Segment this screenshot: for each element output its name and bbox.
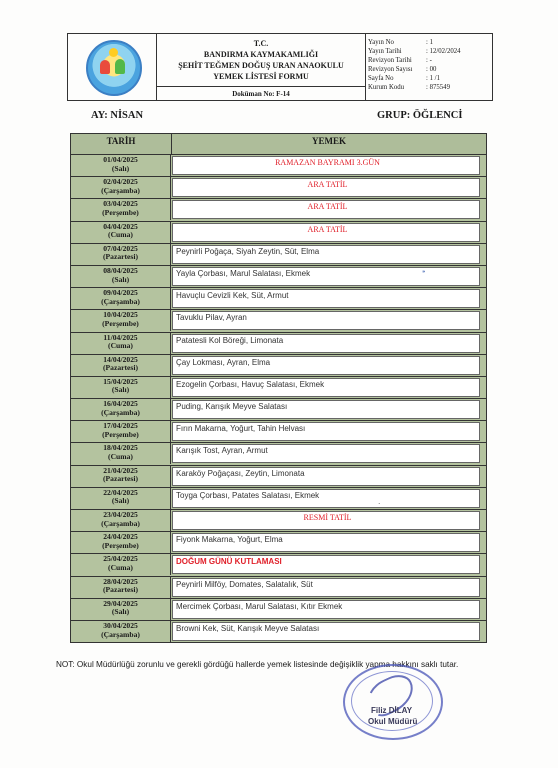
day-value: (Cuma) bbox=[108, 562, 133, 572]
meal-cell: Karışık Tost, Ayran, Armut bbox=[172, 444, 480, 463]
table-row bbox=[71, 199, 486, 221]
date-cell bbox=[71, 222, 171, 243]
table-row bbox=[71, 377, 486, 399]
table-row bbox=[71, 155, 486, 177]
meal-cell: RESMİ TATİL bbox=[172, 511, 480, 530]
pen-mark: ⁍ bbox=[422, 268, 426, 276]
document-info bbox=[366, 34, 492, 100]
day-value: (Salı) bbox=[111, 274, 130, 284]
table-row bbox=[71, 466, 486, 488]
date-cell bbox=[71, 466, 171, 487]
date-cell bbox=[71, 621, 171, 642]
title-line: BANDIRMA KAYMAKAMLIĞI bbox=[203, 50, 319, 59]
info-row: Sayfa No : 1 /1 bbox=[368, 75, 440, 82]
month-label: AY: NİSAN bbox=[91, 110, 144, 121]
date-cell bbox=[71, 421, 171, 442]
form-titles bbox=[157, 38, 365, 82]
date-value: 15/04/2025 bbox=[103, 376, 138, 386]
date-value: 28/04/2025 bbox=[103, 576, 138, 586]
date-cell bbox=[71, 577, 171, 598]
meal-cell: Fiyonk Makarna, Yoğurt, Elma bbox=[172, 533, 480, 552]
meal-cell: Havuçlu Cevizli Kek, Süt, Armut bbox=[172, 289, 480, 308]
table-row bbox=[71, 532, 486, 554]
meal-cell: Browni Kek, Süt, Karışık Meyve Salatası bbox=[172, 622, 480, 641]
table-row bbox=[71, 399, 486, 421]
date-cell bbox=[71, 199, 171, 220]
day-value: (Perşembe) bbox=[102, 540, 139, 550]
meal-cell: Karaköy Poğaçası, Zeytin, Limonata bbox=[172, 467, 480, 486]
meal-cell: Tavuklu Pilav, Ayran bbox=[172, 311, 480, 330]
meal-cell: ARA TATİL bbox=[172, 223, 480, 242]
day-value: (Salı) bbox=[111, 385, 130, 395]
table-row bbox=[71, 244, 486, 266]
date-value: 18/04/2025 bbox=[103, 443, 138, 453]
date-cell bbox=[71, 443, 171, 464]
date-value: 16/04/2025 bbox=[103, 399, 138, 409]
date-value: 07/04/2025 bbox=[103, 243, 138, 253]
table-row bbox=[71, 288, 486, 310]
date-cell bbox=[71, 399, 171, 420]
info-row: Revizyon Sayısı : 00 bbox=[368, 66, 437, 73]
day-value: (Salı) bbox=[111, 496, 130, 506]
title-line: T.C. bbox=[253, 39, 269, 48]
day-value: (Salı) bbox=[111, 607, 130, 617]
day-value: (Cuma) bbox=[108, 341, 133, 351]
meal-cell: Çay Lokması, Ayran, Elma bbox=[172, 356, 480, 375]
date-value: 08/04/2025 bbox=[103, 265, 138, 275]
date-value: 10/04/2025 bbox=[103, 310, 138, 320]
meal-cell: Yayla Çorbası, Marul Salatası, Ekmek bbox=[172, 267, 480, 286]
day-value: (Perşembe) bbox=[102, 207, 139, 217]
date-cell bbox=[71, 532, 171, 553]
meal-cell: ARA TATİL bbox=[172, 200, 480, 219]
form-header bbox=[67, 33, 493, 101]
date-cell bbox=[71, 510, 171, 531]
date-cell bbox=[71, 310, 171, 331]
meal-cell: Peynirli Milföy, Domates, Salatalık, Süt bbox=[172, 578, 480, 597]
day-value: (Çarşamba) bbox=[101, 407, 140, 417]
table-row bbox=[71, 554, 486, 576]
date-value: 11/04/2025 bbox=[103, 332, 138, 342]
meal-cell: Fırın Makarna, Yoğurt, Tahin Helvası bbox=[172, 422, 480, 441]
table-row bbox=[71, 510, 486, 532]
school-stamp-icon bbox=[343, 664, 443, 740]
table-row bbox=[71, 443, 486, 465]
table-row bbox=[71, 222, 486, 244]
meal-cell: Toyga Çorbası, Patates Salatası, Ekmek bbox=[172, 489, 480, 508]
date-value: 24/04/2025 bbox=[103, 532, 138, 542]
table-row bbox=[71, 488, 486, 510]
table-header bbox=[71, 134, 486, 155]
date-cell bbox=[71, 288, 171, 309]
meal-cell: RAMAZAN BAYRAMI 3.GÜN bbox=[172, 156, 480, 175]
date-value: 09/04/2025 bbox=[103, 288, 138, 298]
info-row: Revizyon Tarihi : - bbox=[368, 57, 432, 64]
date-value: 22/04/2025 bbox=[103, 487, 138, 497]
column-header-meal: YEMEK bbox=[311, 136, 346, 146]
title-cell bbox=[157, 34, 366, 100]
date-cell bbox=[71, 599, 171, 620]
menu-table bbox=[70, 133, 487, 643]
date-value: 01/04/2025 bbox=[103, 155, 138, 164]
date-value: 04/04/2025 bbox=[103, 221, 138, 231]
logo-cell bbox=[68, 34, 157, 100]
date-cell bbox=[71, 355, 171, 376]
date-cell bbox=[71, 554, 171, 575]
table-row bbox=[71, 421, 486, 443]
day-value: (Perşembe) bbox=[102, 429, 139, 439]
table-row bbox=[71, 577, 486, 599]
day-value: (Pazartesi) bbox=[103, 252, 138, 262]
title-line: YEMEK LİSTESİ FORMU bbox=[213, 72, 309, 81]
date-value: 29/04/2025 bbox=[103, 598, 138, 608]
date-value: 21/04/2025 bbox=[103, 465, 138, 475]
table-row bbox=[71, 333, 486, 355]
meal-cell: Puding, Karışık Meyve Salatası bbox=[172, 400, 480, 419]
footer-note: NOT: Okul Müdürlüğü zorunlu ve gerekli gördüğü hallerde yemek listesinde değişiklik yapma hakkını saklı tutar. bbox=[56, 660, 459, 669]
day-value: (Çarşamba) bbox=[101, 629, 140, 639]
meal-cell: Patatesli Kol Böreği, Limonata bbox=[172, 334, 480, 353]
table-row bbox=[71, 599, 486, 621]
date-value: 23/04/2025 bbox=[103, 510, 138, 519]
table-row bbox=[71, 621, 486, 642]
date-cell bbox=[71, 177, 171, 198]
date-value: 30/04/2025 bbox=[103, 620, 138, 630]
date-cell bbox=[71, 266, 171, 287]
day-value: (Cuma) bbox=[108, 452, 133, 462]
info-row: Yayın No : 1 bbox=[368, 39, 433, 46]
table-row bbox=[71, 177, 486, 199]
principal-title: Okul Müdürü bbox=[368, 717, 418, 726]
day-value: (Salı) bbox=[111, 163, 130, 173]
table-body bbox=[71, 155, 486, 642]
date-cell bbox=[71, 377, 171, 398]
date-cell bbox=[71, 488, 171, 509]
meal-cell: Peynirli Poğaça, Siyah Zeytin, Süt, Elma bbox=[172, 245, 480, 264]
date-value: 17/04/2025 bbox=[103, 421, 138, 431]
meal-cell: ARA TATİL bbox=[172, 178, 480, 197]
day-value: (Cuma) bbox=[108, 230, 133, 240]
date-value: 03/04/2025 bbox=[103, 199, 138, 209]
column-header-date: TARİH bbox=[71, 134, 172, 154]
title-line: ŞEHİT TEĞMEN DOĞUŞ URAN ANAOKULU bbox=[178, 61, 344, 70]
day-value: (Pazartesi) bbox=[103, 363, 138, 373]
date-value: 02/04/2025 bbox=[103, 177, 138, 187]
day-value: (Perşembe) bbox=[102, 318, 139, 328]
day-value: (Çarşamba) bbox=[101, 185, 140, 195]
date-cell bbox=[71, 155, 171, 176]
principal-name: Filiz DİLAY bbox=[371, 706, 413, 715]
meal-cell: DOĞUM GÜNÜ KUTLAMASI bbox=[172, 555, 480, 574]
date-value: 25/04/2025 bbox=[103, 554, 138, 564]
school-logo-icon bbox=[86, 40, 142, 96]
group-label: GRUP: ÖĞLENCİ bbox=[377, 110, 463, 121]
meal-cell: Mercimek Çorbası, Marul Salatası, Kıtır Ekmek bbox=[172, 600, 480, 619]
day-value: (Çarşamba) bbox=[101, 518, 140, 528]
day-value: (Pazartesi) bbox=[103, 474, 138, 484]
document-number: Doküman No: F-14 bbox=[157, 86, 365, 101]
date-cell bbox=[71, 333, 171, 354]
day-value: (Pazartesi) bbox=[103, 585, 138, 595]
date-value: 14/04/2025 bbox=[103, 354, 138, 364]
date-cell bbox=[71, 244, 171, 265]
info-row: Yayın Tarihi : 12/02/2024 bbox=[368, 48, 461, 55]
info-row: Kurum Kodu : 875549 bbox=[368, 84, 450, 91]
table-row bbox=[71, 355, 486, 377]
day-value: (Çarşamba) bbox=[101, 296, 140, 306]
table-row bbox=[71, 310, 486, 332]
meal-cell: Ezogelin Çorbası, Havuç Salatası, Ekmek bbox=[172, 378, 480, 397]
pen-dot: · bbox=[378, 500, 381, 508]
